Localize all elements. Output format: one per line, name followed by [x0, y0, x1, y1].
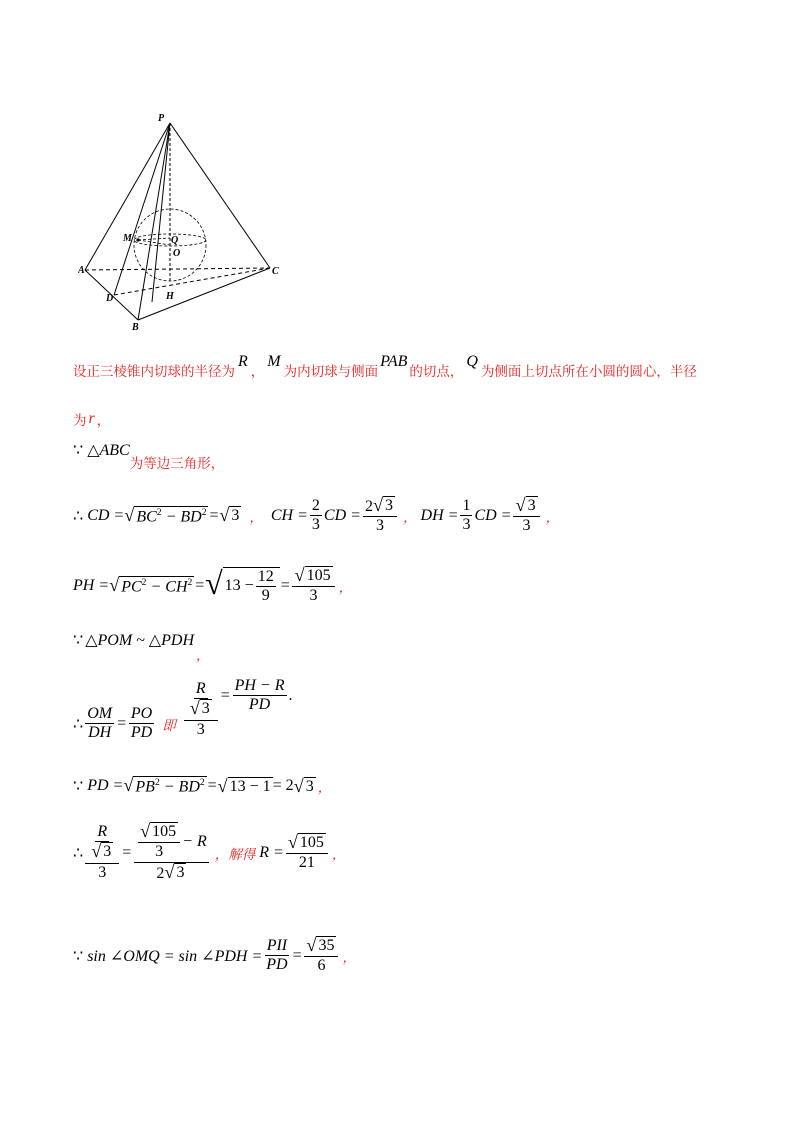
label-o: O: [173, 248, 181, 259]
intro-line-2: 为 r ，: [73, 410, 111, 429]
solve-r-line: ∴ R √ 3 3 = √ 105 3 − R 2 √ 3 ，解得 R = √ 105 21 ，: [73, 821, 346, 882]
label-m: M: [123, 233, 132, 244]
similar-triangles-line: ∵ △POM ~ △PDH ，: [73, 632, 210, 664]
label-h: H: [166, 291, 174, 302]
label-c: C: [272, 266, 279, 277]
label-a: A: [78, 265, 85, 276]
ratio-line: ∴ $\frac{OM}{DH}$ = $\frac{PO}{PD}$ 即 R √ 3 3 = $\frac{PH - R}{PD}$ .: [73, 676, 293, 742]
tetrahedron-figure: [78, 110, 288, 330]
label-d: D: [106, 293, 114, 304]
pd-line: ∵ PD = √ $PB^2 - BD^2$ = √ 13 − 1 = 2 √ 3 ，: [73, 775, 332, 797]
cd-ch-dh-line: ∴ CD = √ $BC^2 - BD^2$ = √ 3 ， CH = $\frac{2}{3}$ CD = 2 √ 3 3 ， DH = $\frac{1}{3}$ CD = √ 3 3 ，: [73, 495, 560, 535]
label-q: Q: [171, 235, 179, 246]
intro-line-1: 设正三棱锥内切球的半径为 R ， M 为内切球与侧面 PAB 的切点， Q 为侧面上切点所在小圆的圆心，半径: [73, 353, 697, 380]
sin-line: ∵ sin ∠OMQ = sin ∠PDH = $\frac{\text{PII}}{PD}$ = √ 35 6 ，: [73, 935, 356, 975]
equilateral-line: ∵ △ABC 为等边三角形，: [73, 442, 225, 472]
label-p: P: [158, 113, 165, 124]
label-b: B: [132, 322, 139, 330]
ph-line: PH = √ $PC^2 - CH^2$ = √ 13 − $\frac{12}{9}$ = √ 105 3 ，: [73, 564, 353, 605]
